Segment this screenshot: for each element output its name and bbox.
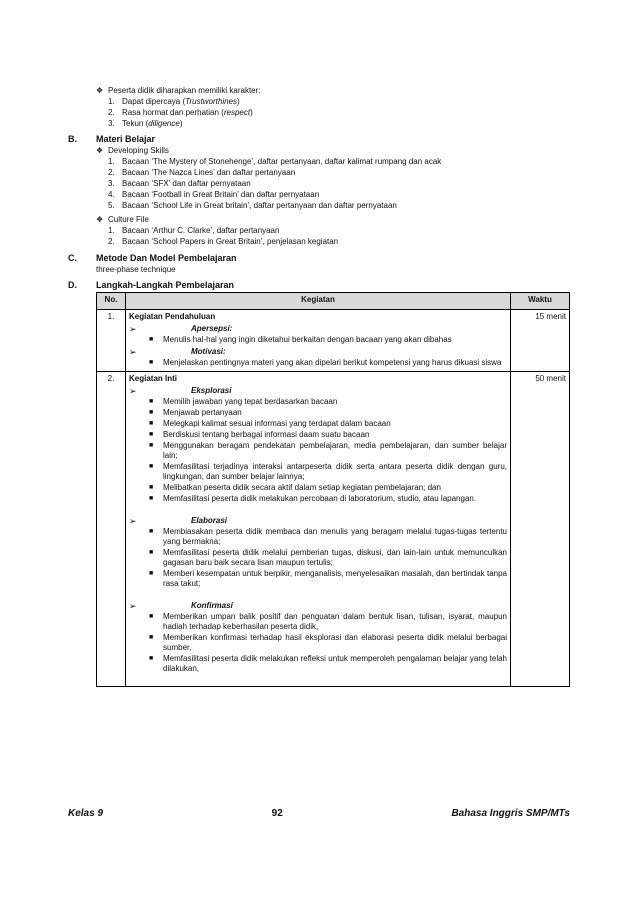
arrow-bullet-icon: ➢ [129, 347, 137, 357]
list-item: ■ Menggunakan beragam pendekatan pembelajaran, media pembelajaran, dan sumber belajar lain; [149, 441, 507, 460]
list-item: 4. Bacaan ‘Football in Great Britain’ dan daftar pernyataan [108, 190, 320, 199]
square-bullet-icon: ■ [149, 431, 154, 438]
developing-skills-list [96, 156, 568, 211]
list-item: ■ Memberikan konfirmasi terhadap hasil eksplorasi dan elaborasi peserta didik melalui berbagai sumber, [149, 633, 507, 652]
list-item: ■ Menjelaskan pentingnya materi yang akan dipelari berikut kompetensi yang harus dikuasi siswa [149, 358, 502, 367]
list-item: ■ Menjawab pertanyaan [149, 408, 242, 417]
character-list [96, 96, 566, 129]
section-metode [68, 252, 568, 275]
list-item: ■ Memilih jawaban yang tepat berdasarkan bacaan [149, 397, 338, 406]
list-item: ■ Memfasilitasi peserta didik melakukan refleksi untuk memperoleh pengalaman belajar yang telah dilakukan, [149, 654, 507, 673]
list-item: ■ Memberikan umpan balik positif dan penguatan dalam bentuk lisan, tulisan, isyarat, maupun hadiah terhadap keberhasilan peserta didik, [149, 612, 507, 631]
square-bullet-icon: ■ [149, 398, 154, 405]
list-item: 2. Bacaan ‘The Nazca Lines’ dan daftar pertanyaan [108, 168, 296, 177]
footer-class: Kelas 9 [68, 808, 104, 819]
section-heading: C. Metode Dan Model Pembelajaran [68, 253, 237, 263]
list-item: ■ Memfasilitasi peserta didik melakukan percobaan di laboratorium, studio, atau lapangan. [149, 494, 477, 503]
list-item: 2. Bacaan ‘School Papers in Great Britain’, penjelasan kegiatan [108, 237, 339, 246]
square-bullet-icon: ■ [149, 442, 154, 449]
list-item: 1. Bacaan ‘The Mystery of Stonehenge’, daftar pertanyaan, daftar kalimat rumpang dan acak [108, 157, 442, 166]
diamond-bullet-icon: ❖ [96, 215, 104, 224]
section-langkah [68, 279, 568, 291]
list-item: 3. Tekun (diligence) [108, 119, 183, 128]
arrow-bullet-icon: ➢ [129, 601, 137, 611]
col-header-kegiatan: Kegiatan [126, 293, 511, 310]
list-item: ■ Memfasilitasi terjadinya interaksi antarpeserta didik serta antara peserta didik dengan guru, lingkungan, dan sumber belajar lainnya; [149, 462, 507, 481]
square-bullet-icon: ■ [149, 549, 154, 556]
list-item: 3. Bacaan ‘SFX’ dan daftar pernyataan [108, 179, 251, 188]
table-row: 1. Kegiatan Pendahuluan ➢ Apersepsi: ■ Menulis hal-hal yang ingin diketahui berkaitan dengan bacaan yang akan dibahas ➢ Motivasi: ■ Menjelaskan pentingnya materi yang akan dipelari berikut kompetensi yang harus dikuasi siswa 15 menit [97, 310, 570, 372]
square-bullet-icon: ■ [149, 409, 154, 416]
square-bullet-icon: ■ [149, 613, 154, 620]
list-item: ■ Melegkapi kalimat sesuai informasi yang terdapat dalam bacaan [149, 419, 391, 428]
square-bullet-icon: ■ [149, 528, 154, 535]
character-intro: Peserta didik diharapkan memiliki karakter: [108, 86, 261, 95]
square-bullet-icon: ■ [149, 463, 154, 470]
page-number: 92 [271, 808, 283, 819]
section-materi-belajar [68, 133, 568, 247]
square-bullet-icon: ■ [149, 359, 154, 366]
kegiatan-inti-cell: Kegiatan Inti ➢ Eksplorasi ■ Memilih jawaban yang tepat berdasarkan bacaan ■ Menjawab pertanyaan ■ Melegkapi kalimat sesuai informasi yang terdapat dalam bacaan ■ Berdiskusi tentang berbagai informasi daam suatu bacaan ■ Menggunakan beragam pendekatan pembelajaran, media pembelajaran, dan sumber belajar lain; ■ Memfasilitasi terjadinya interaksi antarpeserta didik serta antara peserta didik dengan guru, lingkungan, dan sumber belajar lainnya; ■ Melibatkan peserta didik secara aktif dalam setiap kegiatan pembelajaran; dan ■ Memfasilitasi peserta didik melakukan percobaan di laboratorium, studio, atau lapangan. ➢ Elaborasi ■ Membiasakan peserta didik membaca dan menulis yang beragam melalui tugas-tugas tertentu yang bermakna; ■ Memfasilitasi peserta didik melalui pemberian tugas, diskusi, dan lain-lain untuk memunculkan gagasan baru baik secara lisan maupun tertulis; ■ Memberi kesempatan untuk berpikir, menganalisis, menyelesaikan masalah, dan bertindak tanpa rasa takut; ➢ Konfirmasi ■ Memberikan umpan balik positif dan penguatan dalam bentuk lisan, tulisan, isyarat, maupun hadiah terhadap keberhasilan peserta didik, ■ Memberikan konfirmasi terhadap hasil eksplorasi dan elaborasi peserta didik melalui berbagai sumber, ■ Memfasilitasi peserta didik melakukan refleksi untuk memperoleh pengalaman belajar yang telah dilakukan, [126, 372, 511, 687]
square-bullet-icon: ■ [149, 495, 154, 502]
arrow-bullet-icon: ➢ [129, 516, 137, 526]
section-heading: D. Langkah-Langkah Pembelajaran [68, 280, 235, 290]
list-item: ■ Berdiskusi tentang berbagai informasi daam suatu bacaan [149, 430, 370, 439]
diamond-bullet-icon: ❖ [96, 146, 104, 155]
kegiatan-table [96, 292, 570, 687]
square-bullet-icon: ■ [149, 634, 154, 641]
square-bullet-icon: ■ [149, 570, 154, 577]
col-header-no: No. [97, 293, 126, 310]
footer-subject: Bahasa Inggris SMP/MTs [451, 808, 570, 819]
list-item: 1. Bacaan ‘Arthur C. Clarke’, daftar pertanyaan [108, 226, 280, 235]
list-item: ■ Membiasakan peserta didik membaca dan menulis yang beragam melalui tugas-tugas tertentu yang bermakna; [149, 527, 507, 546]
section-heading: B. Materi Belajar [68, 134, 156, 144]
culture-file-list [96, 225, 568, 247]
character-block [96, 85, 566, 129]
square-bullet-icon: ■ [149, 655, 154, 662]
list-item: ■ Menulis hal-hal yang ingin diketahui berkaitan dengan bacaan yang akan dibahas [149, 335, 452, 344]
list-item: 2. Rasa hormat dan perhatian (respect) [108, 108, 253, 117]
square-bullet-icon: ■ [149, 484, 154, 491]
arrow-bullet-icon: ➢ [129, 386, 137, 396]
group-title: Developing Skills [108, 146, 169, 155]
list-item: 5. Bacaan ‘School Life in Great britain’, daftar pertanyaan dan daftar pernyataan [108, 201, 397, 210]
diamond-bullet-icon: ❖ [96, 86, 104, 95]
page-footer [68, 808, 570, 819]
kegiatan-pendahuluan-cell: Kegiatan Pendahuluan ➢ Apersepsi: ■ Menulis hal-hal yang ingin diketahui berkaitan dengan bacaan yang akan dibahas ➢ Motivasi: ■ Menjelaskan pentingnya materi yang akan dipelari berikut kompetensi yang harus dikuasi siswa [126, 310, 511, 372]
square-bullet-icon: ■ [149, 420, 154, 427]
list-item: ■ Melibatkan peserta didik secara aktif dalam setiap kegiatan pembelajaran; dan [149, 483, 441, 492]
group-title: Culture File [108, 215, 149, 224]
list-item: 1. Dapat dipercaya (Trustworthines) [108, 97, 240, 106]
method-text: three-phase technique [96, 265, 176, 274]
list-item: ■ Memfasilitasi peserta didik melalui pemberian tugas, diskusi, dan lain-lain untuk memunculkan gagasan baru baik secara lisan maupun tertulis; [149, 548, 507, 567]
arrow-bullet-icon: ➢ [129, 324, 137, 334]
table-row: 2. Kegiatan Inti ➢ Eksplorasi ■ Memilih jawaban yang tepat berdasarkan bacaan ■ Menjawab pertanyaan ■ Melegkapi kalimat sesuai informasi yang terdapat dalam bacaan ■ Berdiskusi tentang berbagai informasi daam suatu bacaan ■ Menggunakan beragam pendekatan pembelajaran, media pembelajaran, dan sumber belajar lain; ■ Memfasilitasi terjadinya interaksi antarpeserta didik serta antara peserta didik dengan guru, lingkungan, dan sumber belajar lainnya; ■ Melibatkan peserta didik secara aktif dalam setiap kegiatan pembelajaran; dan ■ Memfasilitasi peserta didik melakukan percobaan di laboratorium, studio, atau lapangan. ➢ Elaborasi ■ Membiasakan peserta didik membaca dan menulis yang beragam melalui tugas-tugas tertentu yang bermakna; ■ Memfasilitasi peserta didik melalui pemberian tugas, diskusi, dan lain-lain untuk memunculkan gagasan baru baik secara lisan maupun tertulis; ■ Memberi kesempatan untuk berpikir, menganalisis, menyelesaikan masalah, dan bertindak tanpa rasa takut; ➢ Konfirmasi ■ Memberikan umpan balik positif dan penguatan dalam bentuk lisan, tulisan, isyarat, maupun hadiah terhadap keberhasilan peserta didik, ■ Memberikan konfirmasi terhadap hasil eksplorasi dan elaborasi peserta didik melalui berbagai sumber, ■ Memfasilitasi peserta didik melakukan refleksi untuk memperoleh pengalaman belajar yang telah dilakukan, 50 menit [97, 372, 570, 687]
col-header-waktu: Waktu [511, 293, 570, 310]
list-item: ■ Memberi kesempatan untuk berpikir, menganalisis, menyelesaikan masalah, dan bertindak tanpa rasa takut; [149, 569, 507, 588]
table-header-row [97, 293, 570, 310]
square-bullet-icon: ■ [149, 336, 154, 343]
